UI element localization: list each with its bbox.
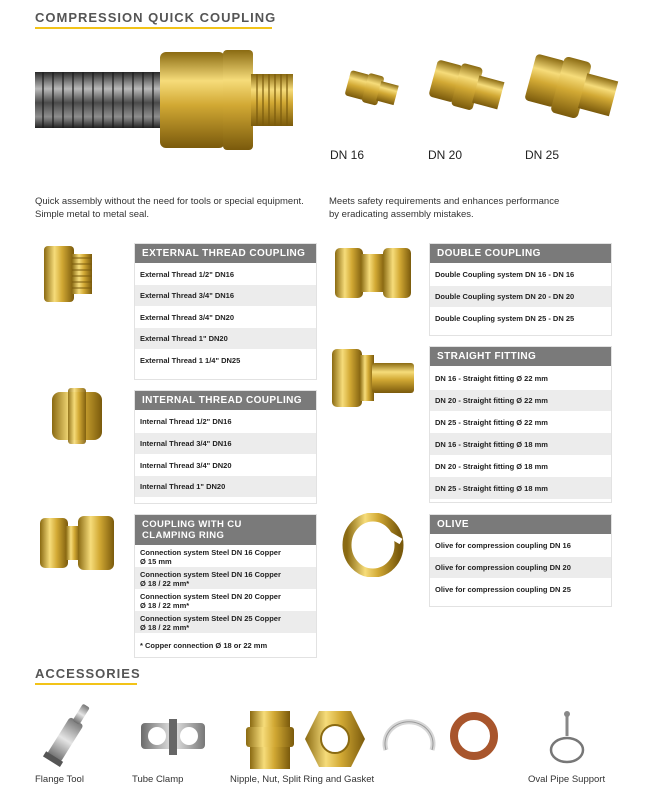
cu-clamping-header: COUPLING WITH CU CLAMPING RING (135, 515, 316, 545)
size-label-dn25: DN 25 (525, 148, 560, 162)
list-item: Olive for compression coupling DN 25 (435, 584, 571, 594)
size-label-dn16: DN 16 (330, 148, 365, 162)
accessories-title: ACCESSORIES (35, 666, 141, 681)
accessories-underline (35, 683, 137, 685)
size-label-dn20: DN 20 (428, 148, 463, 162)
coupling-dn16-image (343, 66, 401, 112)
list-item: External Thread 3/4" DN16 (135, 285, 316, 306)
list-item: External Thread 1" DN20 (135, 328, 316, 349)
list-item: Double Coupling system DN 20 - DN 20 (430, 286, 611, 307)
double-coupling-card (429, 243, 612, 336)
internal-thread-header: INTERNAL THREAD COUPLING (135, 391, 316, 410)
internal-thread-coupling-image (50, 388, 104, 444)
list-item: Olive for compression coupling DN 16 (435, 541, 571, 550)
external-thread-card (134, 243, 317, 380)
tube-clamp-image (137, 713, 209, 761)
description-left: Quick assembly without the need for tools or special equipment. Simple metal to metal seal. (35, 196, 304, 220)
accessory-label-tube-clamp: Tube Clamp (132, 774, 184, 785)
title-underline (35, 27, 272, 29)
list-item: Internal Thread 3/4" DN20 (140, 460, 232, 470)
list-item: DN 20 - Straight fitting Ø 22 mm (430, 390, 611, 411)
accessory-label-nipple-nut-ring-gasket: Nipple, Nut, Split Ring and Gasket (230, 774, 375, 785)
straight-fitting-header: STRAIGHT FITTING (430, 347, 611, 366)
nipple-image (246, 709, 294, 771)
flange-tool-image (35, 694, 105, 770)
list-item: DN 25 - Straight fitting Ø 22 mm (435, 417, 548, 427)
hero-coupling-image (35, 44, 300, 154)
list-item: Double Coupling system DN 16 - DN 16 (435, 270, 575, 279)
list-item: External Thread 3/4" DN20 (140, 312, 235, 322)
coupling-dn25-image (525, 46, 621, 130)
external-thread-header: EXTERNAL THREAD COUPLING (135, 244, 316, 263)
external-thread-coupling-image (42, 240, 94, 306)
list-item: DN 16 - Straight fitting Ø 22 mm (435, 373, 548, 383)
list-item: DN 25 - Straight fitting Ø 18 mm (430, 477, 611, 499)
double-coupling-header: DOUBLE COUPLING (430, 244, 611, 263)
list-item: Connection system Steel DN 20 Copper Ø 18 / 22 mm* (140, 592, 281, 610)
split-ring-image (376, 708, 442, 764)
oval-pipe-support-image (545, 710, 589, 768)
list-item: Internal Thread 3/4" DN16 (135, 433, 316, 454)
internal-thread-card (134, 390, 317, 504)
page-title: COMPRESSION QUICK COUPLING (35, 10, 277, 25)
nut-image (303, 709, 367, 769)
list-item: Internal Thread 1" DN20 (135, 476, 316, 497)
double-coupling-image (333, 242, 413, 304)
olive-header: OLIVE (430, 515, 611, 534)
straight-fitting-card (429, 346, 612, 503)
list-item: Connection system Steel DN 16 Copper Ø 15 mm (140, 548, 281, 566)
list-item: Connection system Steel DN 25 Copper Ø 18 / 22 mm* (135, 611, 316, 633)
accessory-label-flange-tool: Flange Tool (35, 774, 84, 785)
list-item: Internal Thread 1/2" DN16 (140, 417, 232, 426)
olive-ring-image (342, 513, 404, 577)
list-item: DN 20 - Straight fitting Ø 18 mm (435, 461, 548, 471)
gasket-image (450, 712, 498, 760)
list-item: DN 16 - Straight fitting Ø 18 mm (430, 433, 611, 455)
list-item: Double Coupling system DN 25 - DN 25 (435, 313, 575, 323)
olive-card (429, 514, 612, 607)
list-item: Connection system Steel DN 16 Copper Ø 18 / 22 mm* (135, 567, 316, 589)
coupling-dn20-image (428, 56, 508, 118)
straight-fitting-image (330, 345, 416, 411)
accessory-label-oval-pipe-support: Oval Pipe Support (528, 774, 606, 785)
cu-clamping-note: * Copper connection Ø 18 or 22 mm (140, 640, 268, 650)
description-right: Meets safety requirements and enhances performance by eradicating assembly mistakes. (329, 196, 560, 220)
list-item: External Thread 1 1/4" DN25 (140, 355, 241, 365)
cu-clamping-card (134, 514, 317, 658)
list-item: External Thread 1/2" DN16 (140, 269, 235, 279)
list-item: Olive for compression coupling DN 20 (430, 557, 611, 578)
cu-clamping-coupling-image (38, 512, 118, 574)
